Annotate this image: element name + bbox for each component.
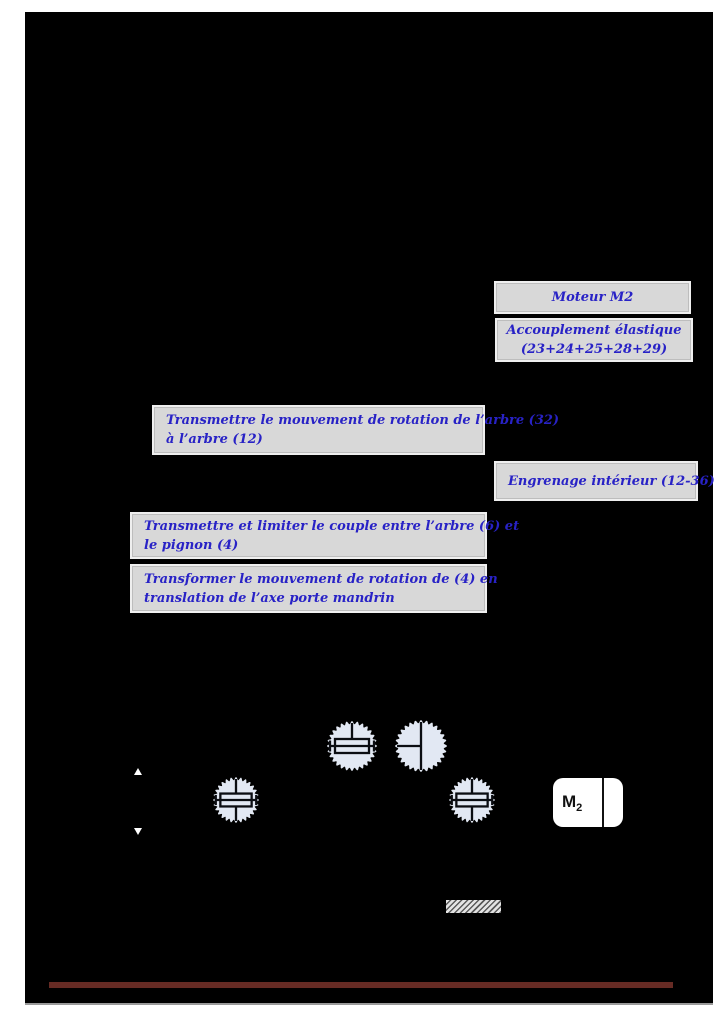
triangle-up-icon <box>134 768 142 775</box>
label-engrenage-text: Engrenage intérieur (12-36) <box>508 473 715 489</box>
footer-rule <box>49 982 673 988</box>
label-box-moteur-m2-text: Moteur M2 <box>551 290 634 305</box>
label-box-engrenage-interieur <box>494 461 715 501</box>
triangle-down-icon <box>134 828 142 835</box>
gear-coupling-icon <box>322 716 382 776</box>
label-transmission-line1: Transmettre le mouvement de rotation de l’arbre (32) <box>166 413 560 428</box>
label-accouplement-line1: Accouplement élastique <box>506 323 682 338</box>
label-limiteur-line2: le pignon (4) <box>144 537 239 553</box>
gear-coupling-icon <box>206 770 266 830</box>
scanned-page-area <box>25 12 713 1005</box>
label-box-transformation-rotation-translation <box>130 564 498 613</box>
motor-divider <box>602 778 604 827</box>
label-box-moteur-m2 <box>494 281 691 314</box>
label-box-limiteur-couple <box>130 512 520 559</box>
label-box-accouplement-elastique <box>495 318 693 362</box>
label-transformation-line2: translation de l’axe porte mandrin <box>144 590 395 606</box>
gear-coupling-icon <box>442 770 502 830</box>
gear-cross-icon <box>391 716 451 776</box>
motor-m2-icon <box>553 778 623 827</box>
hatched-ground-icon <box>446 900 501 913</box>
label-transformation-line1: Transformer le mouvement de rotation de (4) en <box>144 571 498 587</box>
label-limiteur-line1: Transmettre et limiter le couple entre l’arbre (6) et <box>144 518 520 534</box>
label-box-transmission-arbre-32-12 <box>152 405 560 455</box>
motor-m2-label: $M_2$ <box>562 791 583 814</box>
label-accouplement-line2: (23+24+25+28+29) <box>520 342 668 357</box>
label-transmission-line2: à l’arbre (12) <box>166 432 263 447</box>
